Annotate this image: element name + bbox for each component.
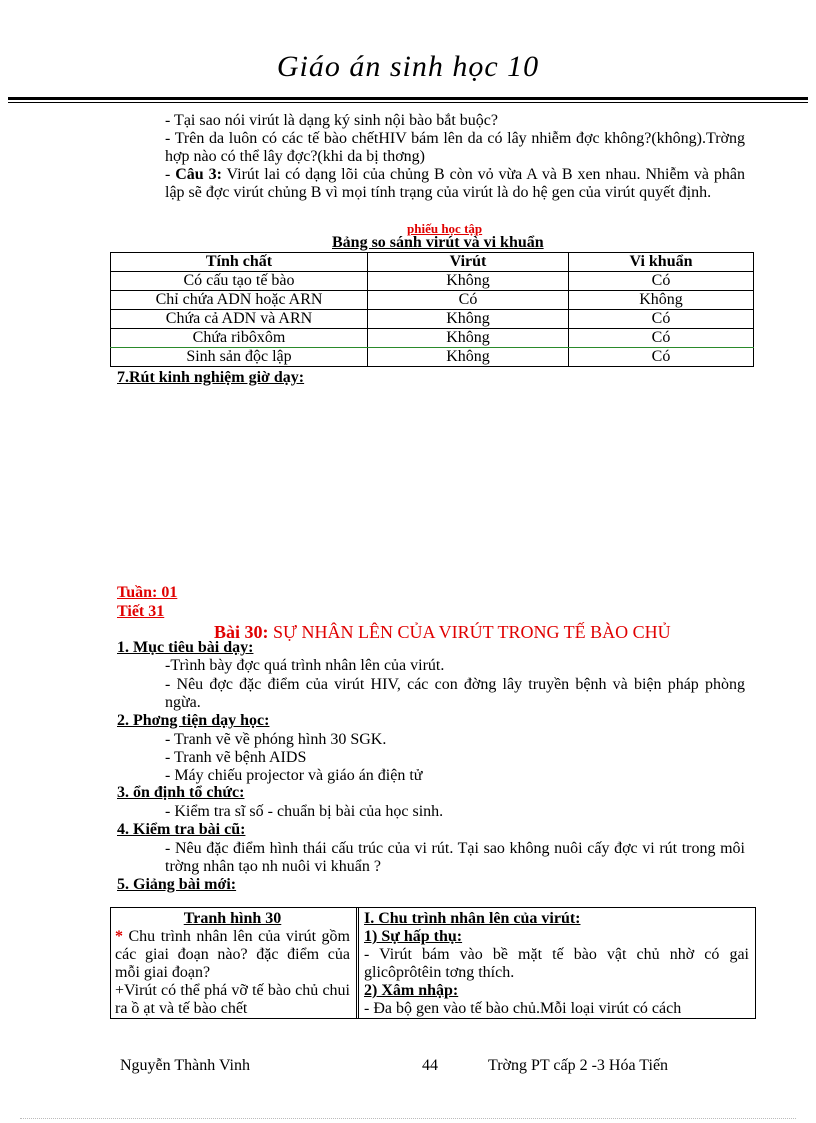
table-cell: Không: [368, 348, 569, 367]
table-title: Bảng so sánh virút và vi khuẩn: [332, 234, 544, 251]
table-cell: Có: [368, 291, 569, 310]
table-cell: Có: [569, 329, 754, 348]
page-header-title: Giáo án sinh học 10: [276, 50, 540, 83]
question-3-prefix: -: [165, 166, 176, 183]
table-cell: Chứa ribôxôm: [111, 329, 368, 348]
list-item: - Máy chiếu projector và giáo án điện tử: [165, 767, 423, 784]
list-item: - Nêu đặc điểm hình thái cấu trúc của vi rút. Tại sao không nuôi cấy đợc vi rút trong môi trờng nhân tạo nh nuôi vi khuẩn ?: [165, 840, 745, 875]
activity-table: [110, 907, 756, 1019]
table-cell: Có: [569, 310, 754, 329]
table-cell: Chứa cả ADN và ARN: [111, 310, 368, 329]
list-item: - Tranh vẽ về phóng hình 30 SGK.: [165, 731, 387, 748]
table-cell: Không: [368, 310, 569, 329]
table-row: [111, 291, 754, 310]
footer-author: Nguyễn Thành Vinh: [120, 1057, 250, 1074]
header-rule-thin: [8, 102, 808, 103]
footer-school: Trờng PT cấp 2 -3 Hóa Tiến: [488, 1057, 669, 1074]
section-5-heading: 5. Giảng bài mới:: [117, 876, 237, 893]
table-row: [111, 310, 754, 329]
table-row: [111, 272, 754, 291]
period-label: Tiết 31: [117, 603, 165, 620]
worksheet-label: phiếu học tập: [407, 221, 483, 236]
step-2-heading: 2) Xâm nhập:: [364, 982, 459, 999]
table-cell: Không: [368, 329, 569, 348]
question-3-label: Câu 3:: [175, 166, 222, 183]
left-question-text: Chu trình nhân lên của virút gồm các giai đoạn nào? đặc điểm của mỗi giai đoạn?: [115, 928, 350, 981]
lesson-title: [214, 622, 671, 643]
content-column: [360, 908, 753, 1018]
section-1-heading: 1. Mục tiêu bài dạy:: [117, 639, 254, 656]
table-row: [111, 348, 754, 367]
table-cell: Sinh sản độc lập: [111, 348, 368, 367]
section-7-heading: 7.Rút kinh nghiệm giờ dạy:: [117, 369, 305, 386]
week-label: Tuần: 01: [117, 584, 178, 601]
step-1-text: - Virút bám vào bề mặt tế bào vật chủ nhờ có gai glicôprôtêin tơng thích.: [364, 946, 749, 981]
list-item: - Nêu đợc đặc điểm của virút HIV, các con đờng lây truyền bệnh và biện pháp phòng ngừa.: [165, 676, 745, 711]
table-cell: Có cấu tạo tế bào: [111, 272, 368, 291]
list-item: - Tranh vẽ bệnh AIDS: [165, 749, 307, 766]
table-header-row: [111, 253, 754, 272]
left-question: [115, 928, 350, 982]
table-cell: Có: [569, 348, 754, 367]
list-item: -Trình bày đợc quá trình nhân lên của virút.: [165, 657, 445, 674]
question-2: - Trên da luôn có các tế bào chếtHIV bám lên da có lây nhiễm đợc không?(không).Trờng hợp nào có thể lây đợc?(khi da bị thơng): [165, 130, 745, 165]
footer-page-number: 44: [422, 1057, 438, 1074]
section-4-heading: 4. Kiểm tra bài cũ:: [117, 821, 246, 838]
question-1: - Tại sao nói virút là dạng ký sinh nội bào bắt buộc?: [165, 112, 498, 129]
question-3-text: Virút lai có dạng lõi của chủng B còn vỏ vừa A và B xen nhau. Nhiễm và phân lập sẽ đợc virút chủng B vì mọi tính trạng của virút là do hệ gen của virút quyết định.: [165, 166, 746, 201]
table-header-cell: Virút: [368, 253, 569, 272]
step-1-heading: 1) Sự hấp thụ:: [364, 928, 463, 945]
section-3-heading: 3. ổn định tổ chức:: [117, 784, 245, 801]
table-cell: Không: [368, 272, 569, 291]
table-header-cell: Tính chất: [111, 253, 368, 272]
star-icon: *: [115, 928, 123, 945]
header-rule: [8, 97, 808, 100]
left-question-2: +Virút có thể phá vỡ tế bào chủ chui ra ồ ạt và tế bào chết: [115, 982, 350, 1017]
left-column-title: Tranh hình 30: [183, 910, 282, 927]
page-bottom-divider: [20, 1118, 796, 1119]
table-row: [111, 329, 754, 348]
lesson-number: Bài 30:: [214, 622, 269, 642]
section-2-heading: 2. Phơng tiện dạy học:: [117, 712, 270, 729]
teacher-activity-column: [111, 908, 354, 1018]
table-header-cell: Vi khuẩn: [569, 253, 754, 272]
list-item: - Kiểm tra sĩ số - chuẩn bị bài của học sinh.: [165, 803, 444, 820]
table-cell: Chỉ chứa ADN hoặc ARN: [111, 291, 368, 310]
right-column-title: I. Chu trình nhân lên của virút:: [364, 910, 581, 927]
step-2-text: - Đa bộ gen vào tế bào chủ.Mỗi loại virút có cách: [364, 1000, 682, 1017]
column-divider: [356, 908, 359, 1018]
table-cell: Không: [569, 291, 754, 310]
comparison-table: [110, 252, 754, 367]
table-cell: Có: [569, 272, 754, 291]
lesson-title-text: SỰ NHÂN LÊN CỦA VIRÚT TRONG TẾ BÀO CHỦ: [273, 622, 671, 642]
question-3: [165, 166, 745, 202]
